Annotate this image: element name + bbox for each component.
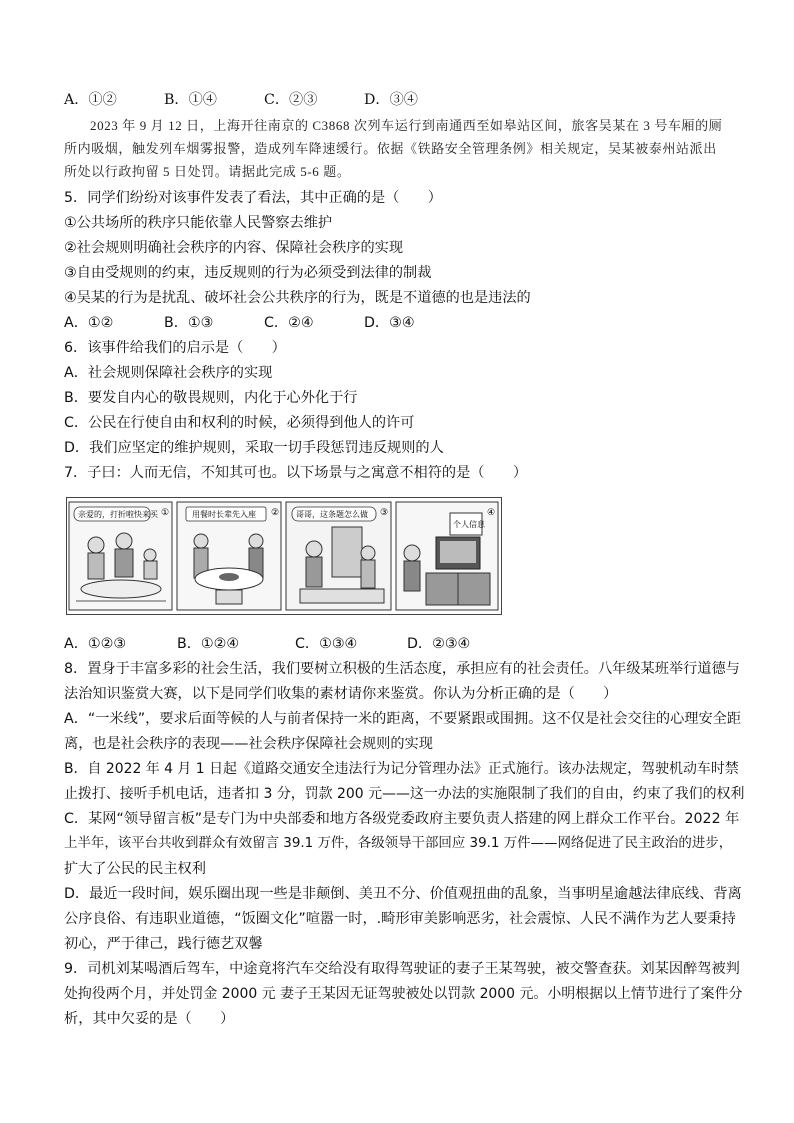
- q8-line: 初心，严于律己，践行德艺双馨: [64, 936, 263, 952]
- comic-panel-4: [396, 502, 498, 610]
- comic-number-1: ①: [161, 508, 170, 518]
- q7-option-b: B．①②④: [177, 636, 240, 652]
- q7-options: [64, 634, 470, 654]
- passage-line: 所内吸烟，触发列车烟雾报警，造成列车降速缓行。依据《铁路安全管理条例》相关规定，吴某被泰州站派出: [64, 141, 717, 156]
- q7-option-c: C．①③④: [295, 636, 358, 652]
- q5-option-b: B．①③: [164, 315, 214, 331]
- comic-caption-3: 哥哥，这条题怎么做: [296, 510, 368, 519]
- q7-stem: 7．子曰：人而无信，不知其可也。以下场景与之寓意不相符的是（ ）: [64, 465, 528, 481]
- q5-stem: 5．同学们纷纷对该事件发表了看法，其中正确的是（ ）: [64, 190, 442, 206]
- q4-option-b: B．①④: [164, 92, 217, 108]
- comic-caption-2: 用餐时长辈先入座: [192, 510, 256, 519]
- q8-option-a: A．“一米线”，要求后面等候的人与前者保持一米的距离，不要紧跟或围拥。这不仅是社会交往的心理安全距: [64, 711, 742, 727]
- comic-number-2: ②: [271, 508, 280, 518]
- q7-option-d: D．②③④: [407, 636, 471, 652]
- q8-line: 法治知识鉴赏大赛，以下是同学们收集的素材请你来鉴赏。你认为分析正确的是（ ）: [64, 686, 618, 702]
- q5-options: [64, 313, 415, 333]
- comic-panel-2: [177, 502, 281, 610]
- q7-option-a: A．①②③: [64, 636, 127, 652]
- q8-option-d: D．最近一段时间，娱乐圈出现一些是非颠倒、美丑不分、价值观扭曲的乱象，当事明星逾越法律底线、背离: [64, 886, 742, 902]
- q5-option-a: A．①②: [64, 315, 114, 331]
- q9-line: 9．司机刘某喝酒后驾车，中途竟将汽车交给没有取得驾驶证的妻子王某驾驶，被交警查获。刘某因醉驾被判: [64, 961, 740, 977]
- q8-line: 扩大了公民的民主权利: [64, 861, 206, 877]
- q8-line: 上半年，该平台共收到群众有效留言 39.1 万件，各级领导干部回应 39.1 万件——网络促进了民主政治的进步，: [64, 836, 733, 851]
- q9-line: 析，其中欠妥的是（ ）: [64, 1011, 235, 1027]
- q5-item: ①公共场所的秩序只能依靠人民警察去维护: [64, 215, 333, 231]
- comic-number-3: ③: [380, 508, 389, 518]
- q8-line: 8．置身于丰富多彩的社会生活，我们要树立积极的生活态度，承担应有的社会责任。八年级某班举行道德与: [64, 661, 740, 677]
- comic-panel-3: [286, 502, 391, 610]
- q5-item: ③自由受规则的约束，违反规则的行为必须受到法律的制裁: [64, 265, 432, 281]
- q4-option-d: D．③④: [364, 92, 418, 108]
- q4-option-a: A．①②: [64, 92, 117, 108]
- comic-number-4: ④: [487, 508, 496, 518]
- q6-stem: 6．该事件给我们的启示是（ ）: [64, 340, 286, 356]
- q6-option-a: A．社会规则保障社会秩序的实现: [64, 365, 273, 381]
- q5-option-c: C．②④: [264, 315, 314, 331]
- q6-option-c: C．公民在行使自由和权利的时候，必须得到他人的许可: [64, 415, 415, 431]
- q5-option-d: D．③④: [364, 315, 415, 331]
- passage-line: 2023 年 9 月 12 日，上海开往南京的 C3868 次列车运行到南通西至如皋站区间，旅客吴某在 3 号车厢的厕: [90, 118, 723, 133]
- q8-option-c: C．某网“领导留言板”是专门为中央部委和地方各级党委政府主要负责人搭建的网上群众工作平台。2022 年: [64, 811, 740, 827]
- q8-option-b: B．自 2022 年 4 月 1 日起《道路交通安全违法行为记分管理办法》正式施行。该办法规定，驾驶机动车时禁: [64, 761, 739, 777]
- q9-line: 处拘役两个月，并处罚金 2000 元 妻子王某因无证驾驶被处以罚款 2000 元。小明根据以上情节进行了案件分: [64, 986, 743, 1002]
- q6-option-b: B．要发自内心的敬畏规则，内化于心外化于行: [64, 390, 358, 406]
- q4-option-c: C．②③: [264, 92, 318, 108]
- comic-caption-1: 亲爱的，打折啦快来买: [78, 510, 158, 519]
- q5-item: ②社会规则明确社会秩序的内容、保障社会秩序的实现: [64, 240, 404, 256]
- q4-options: [64, 90, 418, 110]
- comic-caption-4: 个人信息: [453, 520, 485, 529]
- q5-item: ④吴某的行为是扰乱、破坏社会公共秩序的行为，既是不道德的也是违法的: [64, 290, 531, 306]
- q8-line: 公序良俗、有违职业道德，“饭圈文化”喧嚣一时，.畸形审美影响恶劣，社会震惊、人民不满作为艺人要秉持: [64, 911, 736, 927]
- comic-panel-1: [69, 502, 172, 610]
- comic-strip: [66, 497, 502, 615]
- q6-option-d: D．我们应坚定的维护规则，采取一切手段惩罚违反规则的人: [64, 440, 444, 456]
- passage-line: 所处以行政拘留 5 日处罚。请据此完成 5-6 题。: [64, 164, 351, 179]
- q8-line: 止拨打、接听手机电话，违者扣 3 分，罚款 200 元——这一办法的实施限制了我们的自由，约束了我们的权利: [64, 786, 745, 802]
- q8-line: 离，也是社会秩序的表现——社会秩序保障社会规则的实现: [64, 736, 433, 752]
